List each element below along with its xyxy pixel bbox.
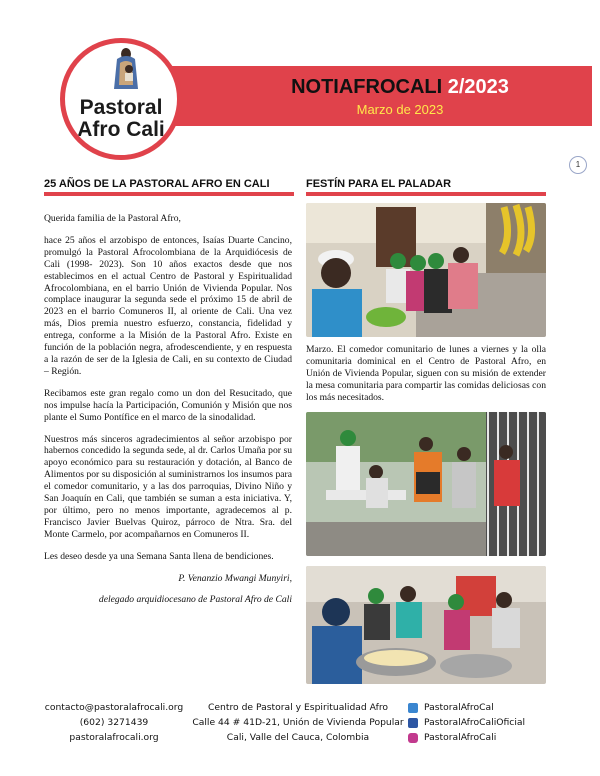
footer-email[interactable]: contacto@pastoralafrocali.org <box>44 702 184 713</box>
left-article <box>44 213 292 616</box>
greeting: Querida familia de la Pastoral Afro, <box>44 213 181 224</box>
signature-name: P. Venanzio Mwangi Munyiri, <box>178 572 292 584</box>
instagram-handle: PastoralAfroCali <box>424 732 497 743</box>
facebook-link[interactable] <box>408 715 525 730</box>
left-section-rule <box>44 192 294 196</box>
kitchen-pots-photo <box>306 566 546 684</box>
logo-text-line1: Pastoral <box>79 96 163 119</box>
newsletter-heading <box>240 76 560 117</box>
right-section-rule <box>306 192 546 196</box>
issue-number: 2/2023 <box>447 76 509 98</box>
twitter-link[interactable] <box>408 700 525 715</box>
newsletter-title <box>240 76 560 99</box>
right-section-title: FESTÍN PARA EL PALADAR <box>306 178 452 190</box>
pastoral-afro-logo <box>60 38 182 160</box>
address-line1: Centro de Pastoral y Espiritualidad Afro <box>207 702 389 713</box>
address-line2: Calle 44 # 41D-21, Unión de Vivienda Popular <box>192 717 404 728</box>
kitchen-volunteers-photo <box>306 203 546 337</box>
twitter-handle: PastoralAfroCal <box>424 702 494 713</box>
address-line3: Cali, Valle del Cauca, Colombia <box>226 732 370 743</box>
food-distribution-photo <box>306 412 546 556</box>
logo-text-line2: Afro Cali <box>77 118 165 141</box>
madonna-figure-icon <box>111 47 141 89</box>
footer-address <box>184 700 412 745</box>
signature-role: delegado arquidiocesano de Pastoral Afro de Cali <box>98 594 292 606</box>
title-main: NOTIAFROCALI <box>291 76 448 98</box>
article-paragraph: hace 25 años el arzobispo de entonces, Isaías Duarte Cancino, promulgó la Pastoral Afrocolombiana de la Arquidiócesis de Cali (1998- 2023). Son 10 años exactos desde que nos establecimos en el actual Centro de Pastoral y Espiritualidad Afrocolombiana, en el barrio Unión de Vivienda Popular. Nos complace inaugurar la segunda sede el próximo 15 de abril de 2023 en el barrio Comuneros II, al oriente de Cali. Una vez más, Dios premia nuestro esfuerzo, constancia, fidelidad y entrega, conforme a la Misión de la Pastoral Afro. Existe en función de la población negra, afrodescendiente, y en respuesta a la razón de ser de la Iglesia de Cali, en su contexto de Ciudad – Región. <box>44 234 292 377</box>
instagram-link[interactable] <box>408 730 525 745</box>
article-paragraph: Les deseo desde ya una Semana Santa llena de bendiciones. <box>44 550 274 562</box>
photo-caption: Marzo. El comedor comunitario de lunes a viernes y la olla comunitaria dominical en el Centro de Pastoral Afro, en Unión de Vivienda Popular, siguen con su misión de extender la mesa comunitaria para compartir las comidas deliciosas con los más necesitados. <box>306 344 546 403</box>
issue-date: Marzo de 2023 <box>356 102 444 117</box>
footer-social <box>408 700 525 745</box>
page-number-badge: 1 <box>569 156 587 174</box>
instagram-icon <box>408 733 418 743</box>
footer-contact <box>38 700 190 745</box>
facebook-handle: PastoralAfroCaliOficial <box>424 717 526 728</box>
footer-website[interactable]: pastoralafrocali.org <box>69 732 159 743</box>
twitter-icon <box>408 703 418 713</box>
footer-phone: (602) 3271439 <box>79 717 149 728</box>
article-paragraph: Recibamos este gran regalo como un don del Resucitado, que nos impulse hacía la Participación, Comunión y Misión que nos plante el Sumo Pontífice en el marco de la sinodalidad. <box>44 387 292 423</box>
facebook-icon <box>408 718 418 728</box>
article-paragraph: Nuestros más sinceros agradecimientos al señor arzobispo por habernos concedido la segunda sede, al dr. Carlos Umaña por su apoyo económico para su restauración y dotación, al Banco de Alimentos por su disposición al suministrarnos los insumos para el comedor comunitario, y a las dos parroquias, Divino Niño y San Joaquín en Cali, que también se suman a esta iniciativa. Y, por último, pero no menos importante, agradecemos al p. Francisco Javier Buelvas Quiroz, párroco de Ntra. Sra. del Monte Carmelo, por acompañarnos en Comuneros II. <box>44 433 292 540</box>
left-section-title: 25 AÑOS DE LA PASTORAL AFRO EN CALI <box>44 178 270 190</box>
